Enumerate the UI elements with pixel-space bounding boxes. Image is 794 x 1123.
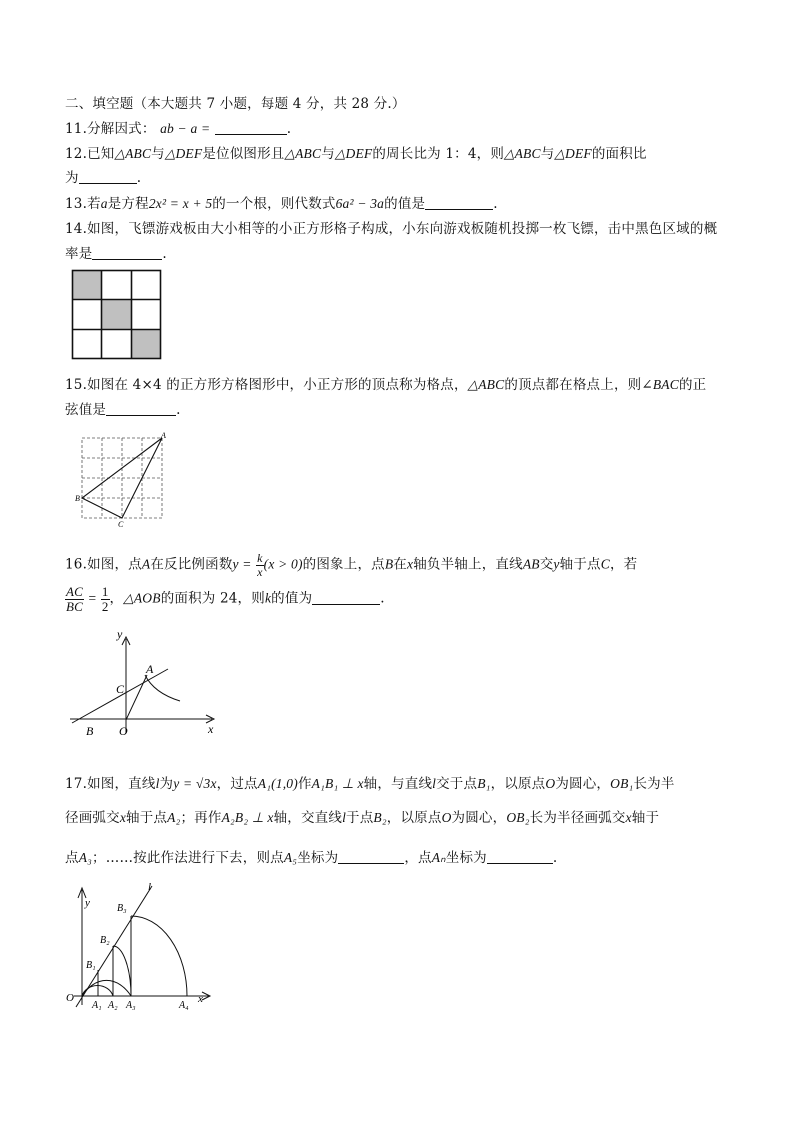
one-half-fraction: $\frac{1}{2}$ — [101, 584, 109, 614]
q12-answer-blank[interactable] — [79, 169, 137, 184]
svg-text:B₃: B₃ — [117, 903, 127, 914]
svg-text:y: y — [85, 897, 90, 909]
question-14-line-1: 14.如图，飞镖游戏板由大小相等的小正方形格子构成，小东向游戏板随机投掷一枚飞镖，击中黑色区域的概 — [65, 221, 718, 237]
shaded-cell — [132, 330, 161, 359]
inverse-function-figure — [62, 625, 222, 745]
svg-text:B₁: B₁ — [86, 960, 96, 971]
label-b: B — [75, 494, 80, 503]
arc-3 — [131, 916, 187, 996]
svg-text:B: B — [86, 724, 94, 738]
q17-a5-answer-blank[interactable] — [338, 849, 404, 864]
q16-answer-blank[interactable] — [312, 590, 380, 605]
arc-construction-figure — [62, 880, 222, 1010]
question-11: 11.分解因式： ab − a = . — [65, 121, 292, 137]
question-17-line-1: 17.如图，直线l为y = √3x，过点A₁(1,0)作A₁B₁ ⊥ x轴，与直线l交于点B₁，以原点O为圆心，OB₁长为半 — [65, 776, 675, 792]
question-17-line-2: 径画弧交x轴于点A₂；再作A₂B₂ ⊥ x轴，交直线l于点B₂，以原点O为圆心，OB₂长为半径画弧交x轴于 — [65, 810, 660, 826]
svg-text:x: x — [198, 993, 203, 1005]
svg-text:O: O — [119, 724, 128, 738]
svg-text:B₂: B₂ — [100, 935, 110, 946]
label-a: A — [161, 431, 166, 440]
q15-answer-blank[interactable] — [106, 401, 176, 416]
svg-text:A₂: A₂ — [108, 1000, 118, 1010]
dartboard-figure — [71, 269, 163, 361]
q13-answer-blank[interactable] — [425, 195, 493, 210]
question-12-line-1: 12.已知△ABC与△DEF是位似图形且△ABC与△DEF的周长比为 1：4，则△ABC与△DEF的面积比 — [65, 146, 647, 162]
question-16-line-2: $\frac{AC}{BC}$ = $\frac{1}{2}$ ，△AOB的面积为 24，则k的值为 . — [66, 584, 385, 614]
svg-text:A₁: A₁ — [92, 1000, 102, 1010]
shaded-cell — [102, 300, 132, 330]
svg-text:A: A — [146, 662, 154, 676]
question-13: 13.若a是方程2x² = x + 5的一个根，则代数式6a² − 3a的值是 . — [65, 196, 498, 212]
question-17-line-3: 点A₃；……按此作法进行下去，则点A₅坐标为 ，点Aₙ坐标为 . — [65, 850, 558, 866]
question-12-line-2: 为 . — [65, 170, 142, 186]
q11-answer-blank[interactable] — [215, 120, 287, 135]
line-ab — [72, 669, 168, 723]
q11-expression: ab − a = — [160, 121, 211, 136]
question-16-line-1: 16.如图，点A在反比例函数y = $\frac{k}{x}$ (x > 0)的图象上，点B在x轴负半轴上，直线AB交y轴于点C，若 — [65, 551, 638, 579]
svg-text:y: y — [117, 627, 123, 641]
q17-an-answer-blank[interactable] — [487, 849, 553, 864]
section-title: 二、填空题（本大题共 7 小题，每题 4 分，共 28 分.） — [65, 96, 406, 112]
question-15-line-2: 弦值是 . — [65, 402, 181, 418]
label-c: C — [118, 520, 124, 529]
q14-answer-blank[interactable] — [92, 245, 162, 260]
question-15-line-1: 15.如图在 4×4 的正方形方格图形中，小正方形的顶点称为格点，△ABC的顶点都在格点上，则∠BAC的正 — [65, 377, 707, 393]
k-over-x-fraction: $\frac{k}{x}$ — [257, 551, 263, 579]
grid-triangle-figure — [72, 430, 172, 530]
svg-text:x: x — [208, 722, 214, 736]
svg-text:A₃: A₃ — [126, 1000, 136, 1010]
svg-text:O: O — [66, 992, 74, 1004]
svg-text:l: l — [148, 881, 152, 893]
ac-over-bc-fraction: $\frac{AC}{BC}$ — [66, 584, 84, 614]
question-14-line-2: 率是 . — [65, 246, 167, 262]
svg-text:A₄: A₄ — [179, 1000, 189, 1010]
shaded-cell — [73, 271, 102, 300]
svg-text:C: C — [116, 682, 125, 696]
